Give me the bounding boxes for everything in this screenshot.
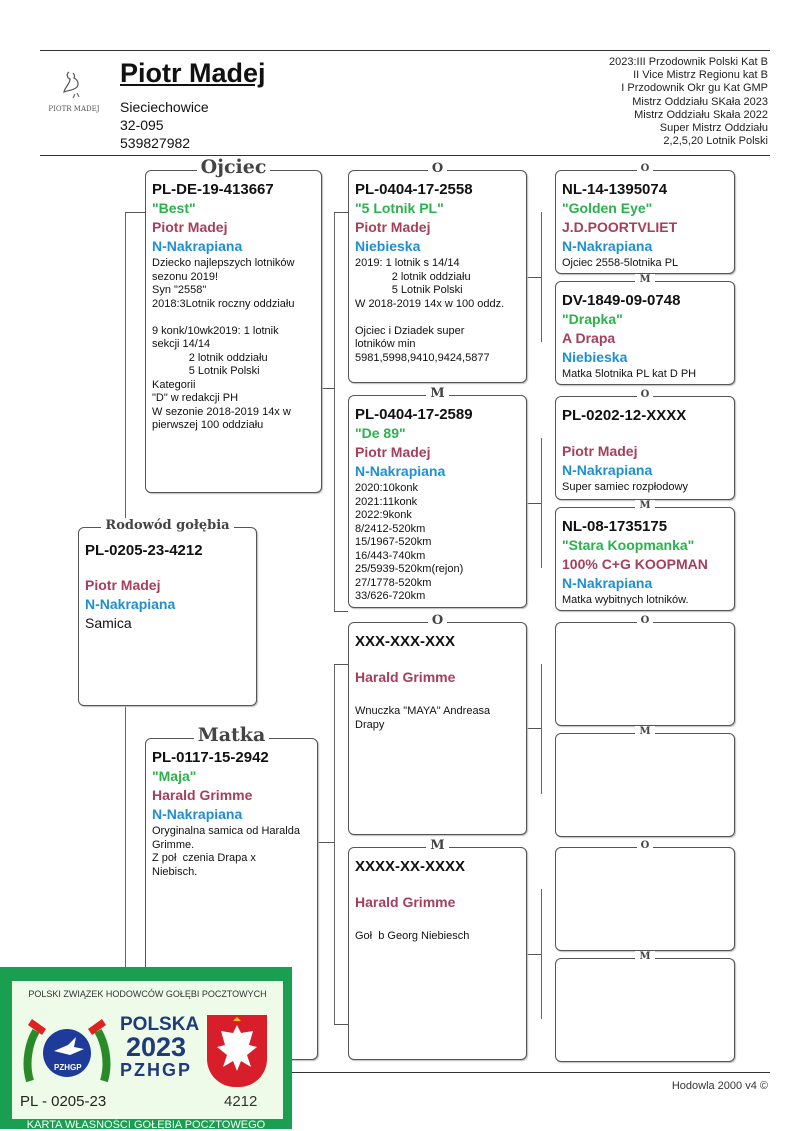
- card-union: POLSKI ZWIĄZEK HODOWCÓW GOŁĘBI POCZTOWYCH: [28, 989, 267, 999]
- card-title: M: [635, 500, 654, 511]
- great-grandparent-card: [555, 163, 735, 274]
- connector: [541, 212, 542, 342]
- notes: 2020:10konk 2021:11konk 2022:9konk 8/2412-520km 15/1967-520km 16/443-740km 25/5939-520km(rejon) 27/1778-520km 33/626-720km: [355, 482, 464, 602]
- great-grandparent-card: [555, 726, 735, 837]
- card-title: O: [637, 389, 654, 400]
- card-title: O: [428, 613, 447, 628]
- breeder-address: Sieciechowice 32-095 539827982: [120, 99, 209, 151]
- great-grandparent-card: [555, 840, 735, 951]
- notes: Matka 5lotnika PL kat D PH: [562, 368, 697, 380]
- color: [562, 650, 728, 664]
- great-grandparent-card: [555, 951, 735, 1062]
- color: [562, 761, 728, 775]
- ring-number: NL-14-1395074: [562, 181, 668, 198]
- color: N-Nakrapiana: [562, 575, 653, 591]
- owner: 100% C+G KOOPMAN: [562, 556, 708, 572]
- ring-number: PL-0205-23-4212: [85, 542, 203, 559]
- card-title: M: [635, 274, 654, 285]
- grandparent-card: [348, 613, 527, 835]
- connector: [334, 212, 335, 612]
- card-title: O: [428, 161, 447, 176]
- ring-number: DV-1849-09-0748: [562, 292, 681, 309]
- breeder-name: Piotr Madej: [120, 58, 266, 88]
- connector: [334, 664, 335, 1024]
- pigeon-name: [562, 426, 728, 440]
- owner: Piotr Madej: [152, 219, 228, 235]
- notes: Dziecko najlepszych lotników sezonu 2019! Syn "2558" 2018:3Lotnik roczny oddziału 9 konk/10wk2019: 1 lotnik sekcji 14/14 2 lotnik oddziału 5 Lotnik Polski Kategorii "D" w redakcji PH W sezonie 2018-2019 14x w pierwszej 100 oddziału: [152, 257, 295, 431]
- connector: [541, 664, 542, 794]
- card-year-block: POLSKA 2023 PZHGP: [120, 1014, 200, 1080]
- notes: Matka wybitnych lotników.: [562, 594, 689, 606]
- polish-eagle-icon: [207, 1015, 267, 1087]
- ring-number: XXXX-XX-XXXX: [355, 858, 466, 875]
- connector: [318, 842, 334, 843]
- color: N-Nakrapiana: [152, 238, 243, 254]
- card-title: M: [635, 726, 654, 737]
- footer-rule: [270, 1072, 770, 1073]
- pigeon-name: "Best": [152, 200, 196, 216]
- connector: [322, 388, 334, 389]
- card-title: M: [426, 838, 448, 853]
- color: Niebieska: [355, 238, 421, 254]
- owner: Harald Grimme: [355, 894, 456, 910]
- owner: Piotr Madej: [355, 219, 431, 235]
- owner: Piotr Madej: [562, 443, 638, 459]
- pigeon-name: [562, 969, 728, 983]
- card-title: M: [426, 386, 448, 401]
- ring-number: NL-08-1735175: [562, 518, 668, 535]
- pigeon-name: "Stara Koopmanka": [562, 537, 695, 553]
- pigeon-name: [355, 652, 520, 666]
- notes: Oryginalna samica od Haralda Grimme. Z poł czenia Drapa x Niebisch.: [152, 825, 300, 878]
- connector: [125, 212, 145, 213]
- owner: Piotr Madej: [355, 444, 431, 460]
- ring-number: PL-DE-19-413667: [152, 181, 274, 198]
- breeder-logo: PIOTR MADEJ: [44, 68, 104, 118]
- notes: Wnuczka "MAYA" Andreasa Drapy: [355, 705, 491, 731]
- pigeon-name: "De 89": [355, 425, 406, 441]
- connector: [527, 277, 541, 278]
- card-title: M: [635, 951, 654, 962]
- notes: Goł b Georg Niebiesch: [355, 930, 470, 942]
- pigeon-name: [562, 858, 728, 872]
- father-title: Ojciec: [197, 156, 271, 178]
- card-title: O: [637, 163, 654, 174]
- color: Niebieska: [562, 349, 628, 365]
- color: N-Nakrapiana: [562, 462, 653, 478]
- color: [562, 875, 728, 889]
- color: N-Nakrapiana: [152, 806, 243, 822]
- owner: A Drapa: [562, 330, 616, 346]
- connector: [527, 728, 541, 729]
- subject-title: Rodowód gołębia: [101, 518, 233, 533]
- card-title: KARTA WŁASNOŚCI GOŁĘBIA POCZTOWEGO: [26, 1119, 266, 1131]
- pigeon-logo-icon: [59, 68, 89, 100]
- connector: [125, 212, 126, 527]
- owner: Piotr Madej: [85, 577, 161, 593]
- card-title: O: [637, 840, 654, 851]
- father-card: [145, 156, 322, 493]
- subject-card: [78, 518, 257, 706]
- sex: Samica: [85, 615, 132, 631]
- pigeon-name: "5 Lotnik PL": [355, 200, 444, 216]
- ownership-card: [0, 967, 292, 1129]
- card-panel: [12, 981, 283, 1119]
- notes: Ojciec 2558-5lotnika PL: [562, 257, 679, 269]
- pzhgp-emblem: PZHGP: [22, 1011, 112, 1091]
- pigeon-name: [562, 744, 728, 758]
- owner: J.D.POORTVLIET: [562, 219, 678, 235]
- pigeon-name: [562, 633, 728, 647]
- great-grandparent-card: [555, 500, 735, 611]
- color: [562, 986, 728, 1000]
- connector: [527, 503, 541, 504]
- connector: [334, 212, 348, 213]
- color: [355, 688, 520, 702]
- card-ring-prefix: PL - 0205-23: [20, 1093, 107, 1110]
- pigeon-name: "Golden Eye": [562, 200, 653, 216]
- notes: Super samiec rozpłodowy: [562, 481, 688, 493]
- connector: [527, 954, 541, 955]
- grandparent-card: [348, 161, 527, 383]
- card-ring-number: 4212: [224, 1093, 258, 1110]
- ring-number: PL-0202-12-XXXX: [562, 407, 687, 424]
- ring-number: PL-0404-17-2589: [355, 406, 473, 423]
- great-grandparent-card: [555, 274, 735, 385]
- pigeon-name: [355, 877, 520, 891]
- ring-number: PL-0404-17-2558: [355, 181, 473, 198]
- connector: [334, 1024, 348, 1025]
- pigeon-name: "Maja": [152, 768, 197, 784]
- color: N-Nakrapiana: [562, 238, 653, 254]
- grandparent-card: [348, 838, 527, 1060]
- owner: Harald Grimme: [152, 787, 253, 803]
- great-grandparent-card: [555, 389, 735, 500]
- pigeon-name: "Drapka": [562, 311, 623, 327]
- owner: Harald Grimme: [355, 669, 456, 685]
- notes: 2019: 1 lotnik s 14/14 2 lotnik oddziału 5 Lotnik Polski W 2018-2019 14x w 100 oddz. Ojciec i Dziadek super lotników min 5981,5998,9410,9424,5877: [355, 257, 505, 364]
- color: N-Nakrapiana: [85, 596, 176, 612]
- grandparent-card: [348, 386, 527, 608]
- connector: [334, 664, 348, 665]
- ring-number: XXX-XXX-XXX: [355, 633, 456, 650]
- connector: [541, 438, 542, 568]
- software-credit: Hodowla 2000 v4 ©: [671, 1080, 768, 1092]
- mother-title: Matka: [194, 724, 270, 746]
- achievements-list: 2023:III Przodownik Polski Kat B II Vice Mistrz Regionu kat B I Przodownik Okr gu Kat GMP Mistrz Oddziału SKała 2023 Mistrz Oddziału Skała 2022 Super Mistrz Oddziału 2,2,5,20 Lotnik Polski: [609, 56, 768, 148]
- header-top-rule: [40, 50, 770, 51]
- ring-number: PL-0117-15-2942: [152, 749, 269, 766]
- card-title: O: [637, 615, 654, 626]
- color: [355, 913, 520, 927]
- pigeon-emblem-icon: [22, 1011, 112, 1091]
- great-grandparent-card: [555, 615, 735, 726]
- connector: [541, 889, 542, 1019]
- color: N-Nakrapiana: [355, 463, 446, 479]
- connector: [334, 611, 348, 612]
